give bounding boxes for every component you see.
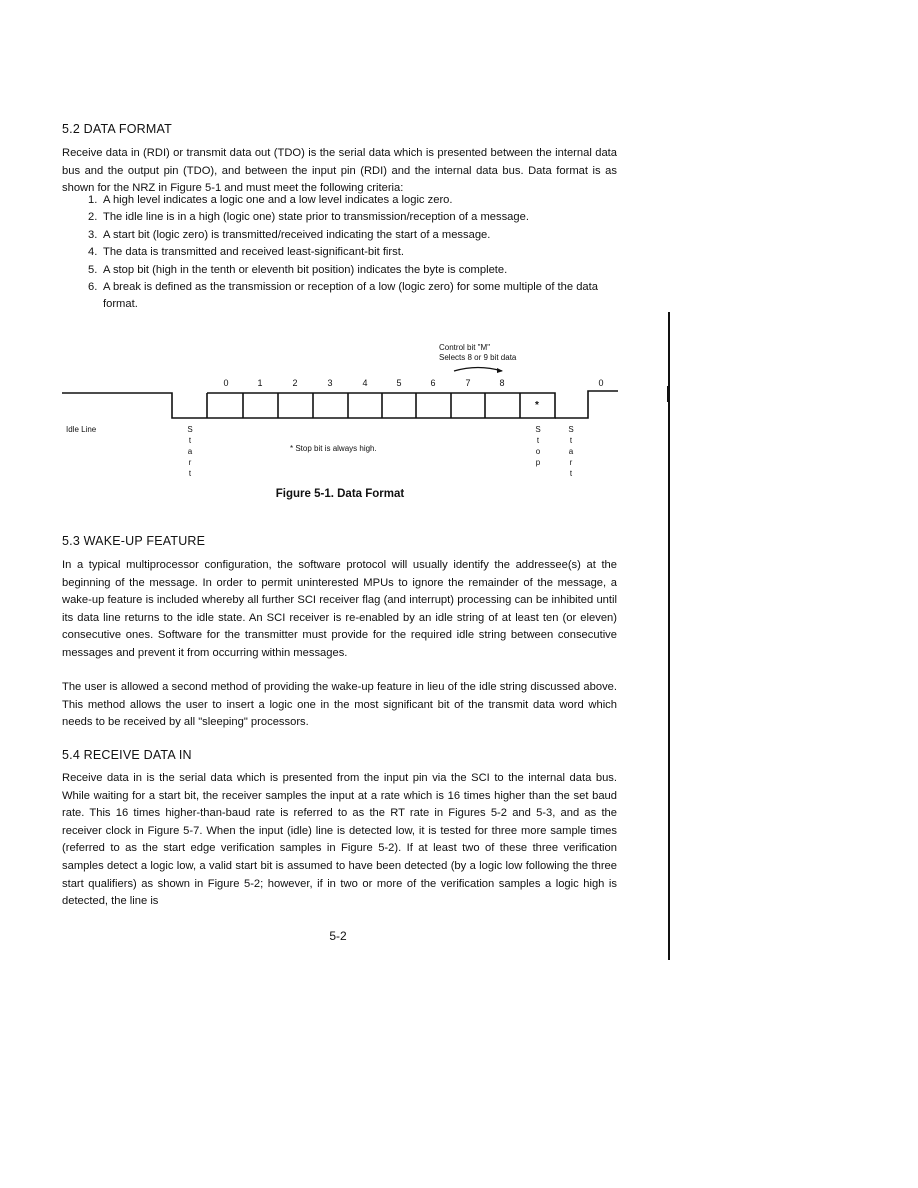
next-start-trace xyxy=(555,391,618,418)
section-heading-5-2: 5.2 DATA FORMAT xyxy=(62,122,172,136)
criteria-text: The data is transmitted and received least-significant-bit first. xyxy=(103,246,404,259)
wake-up-paragraph-1: In a typical multiprocessor configuration, the software protocol will usually identify the addressee(s) at the beginning of the message. In order to permit uninterested MPUs to ignore the remainder of the message, a wake-up feature is included whereby all further SCI receiver flag (and interrupt) processing can be inhibited until its data line returns to the idle state. An SCI receiver is re-enabled by an idle string of at least ten (or eleven) consecutive ones. Software for the transmitter must provide for the required idle string between consecutive messages and prevent it from occurring within messages. xyxy=(62,559,617,659)
start-letter: S xyxy=(568,425,574,434)
criteria-number: 5. xyxy=(88,263,98,276)
start-letter: S xyxy=(187,425,193,434)
stop-bit-asterisk: * xyxy=(535,400,539,411)
criteria-item xyxy=(62,244,617,261)
criteria-number: 2. xyxy=(88,211,98,224)
bit-number: 1 xyxy=(257,378,263,388)
change-bar xyxy=(668,312,670,960)
start-letter: a xyxy=(187,447,193,456)
data-format-intro: Receive data in (RDI) or transmit data out (TDO) is the serial data which is presented between the internal data bus and the output pin (TDO), and between the input pin (RDI) and the internal data bus. Data format is as shown for the NRZ in Figure 5-1 and must meet the following criteria: xyxy=(62,147,617,195)
start-letter: t xyxy=(188,436,192,445)
start-label-vertical xyxy=(187,425,192,478)
start-letter: t xyxy=(569,436,573,445)
control-bit-label: Control bit "M" xyxy=(439,343,491,352)
criteria-text: The idle line is in a high (logic one) state prior to transmission/reception of a message. xyxy=(103,211,529,224)
bit-number-row xyxy=(223,378,603,388)
criteria-item xyxy=(62,279,617,314)
criteria-number: 1. xyxy=(88,194,98,206)
wake-up-paragraph-2: The user is allowed a second method of providing the wake-up feature in lieu of the idle string discussed above. This method allows the user to insert a logic one in the most significant bit of the transmit data word which needs to be received by all "sleeping" processors. xyxy=(62,681,617,729)
criteria-text: A break is defined as the transmission or reception of a low (logic zero) for some multiple of the data format. xyxy=(103,281,598,311)
start-letter: t xyxy=(188,469,192,478)
figure-caption: Figure 5-1. Data Format xyxy=(275,488,405,500)
bit-number: 3 xyxy=(327,378,333,388)
bit-number: 2 xyxy=(292,378,298,388)
criteria-text: A high level indicates a logic one and a low level indicates a logic zero. xyxy=(103,194,453,206)
stop-letter: o xyxy=(535,447,541,456)
start-letter: r xyxy=(188,458,192,467)
idle-line-label: Idle Line xyxy=(66,425,97,434)
start-letter: r xyxy=(569,458,573,467)
idle-start-stop-trace xyxy=(62,393,555,418)
section-heading-5-4: 5.4 RECEIVE DATA IN xyxy=(62,748,192,762)
criteria-item xyxy=(62,209,617,226)
control-bit-sublabel: Selects 8 or 9 bit data xyxy=(439,353,517,362)
page-number: 5-2 xyxy=(329,929,347,943)
receive-data-paragraph: Receive data in is the serial data which is presented from the input pin via the SCI to the internal data bus. While waiting for a start bit, the receiver samples the input at a rate which is 16 times higher than the set baud rate. This 16 times higher-than-baud rate is referred to as the RT rate in Figures 5-2 and 5-3, and as the receiver clock in Figure 5-7. When the input (idle) line is detected low, it is tested for three more sample times (referred to as the start edge verification samples in Figure 5-2). If at least two of these three verification samples detect a logic low, a valid start bit is assumed to have been detected (by a logic low following the three start qualifiers) as shown in Figure 5-2; however, if in two or more of the verification samples a logic high is detected, the line is xyxy=(62,772,617,908)
next-start-label-vertical xyxy=(568,425,573,478)
criteria-item xyxy=(62,192,617,209)
bit-number: 0 xyxy=(223,378,229,388)
stop-letter: S xyxy=(535,425,541,434)
stop-letter: t xyxy=(536,436,540,445)
bit-number: 6 xyxy=(430,378,436,388)
bit-number: 4 xyxy=(362,378,368,388)
criteria-list xyxy=(62,192,617,314)
stop-bit-note: * Stop bit is always high. xyxy=(290,444,377,453)
stop-label-vertical xyxy=(535,425,540,467)
criteria-text: A start bit (logic zero) is transmitted/received indicating the start of a message. xyxy=(103,228,491,241)
start-letter: a xyxy=(568,447,574,456)
bit-number: 5 xyxy=(396,378,402,388)
criteria-text: A stop bit (high in the tenth or eleventh bit position) indicates the byte is complete. xyxy=(103,263,508,276)
start-letter: t xyxy=(569,469,573,478)
criteria-item xyxy=(62,262,617,279)
control-bit-bracket xyxy=(454,368,502,372)
stop-letter: p xyxy=(535,458,541,467)
bit-number: 0 xyxy=(598,378,604,388)
criteria-item xyxy=(62,227,617,244)
criteria-number: 6. xyxy=(88,281,98,294)
change-bar-mark xyxy=(667,386,670,402)
data-format-diagram xyxy=(0,330,918,490)
bit-number: 8 xyxy=(499,378,505,388)
criteria-number: 4. xyxy=(88,246,98,259)
criteria-number: 3. xyxy=(88,228,98,241)
bit-number: 7 xyxy=(465,378,471,388)
section-heading-5-3: 5.3 WAKE-UP FEATURE xyxy=(62,534,206,548)
